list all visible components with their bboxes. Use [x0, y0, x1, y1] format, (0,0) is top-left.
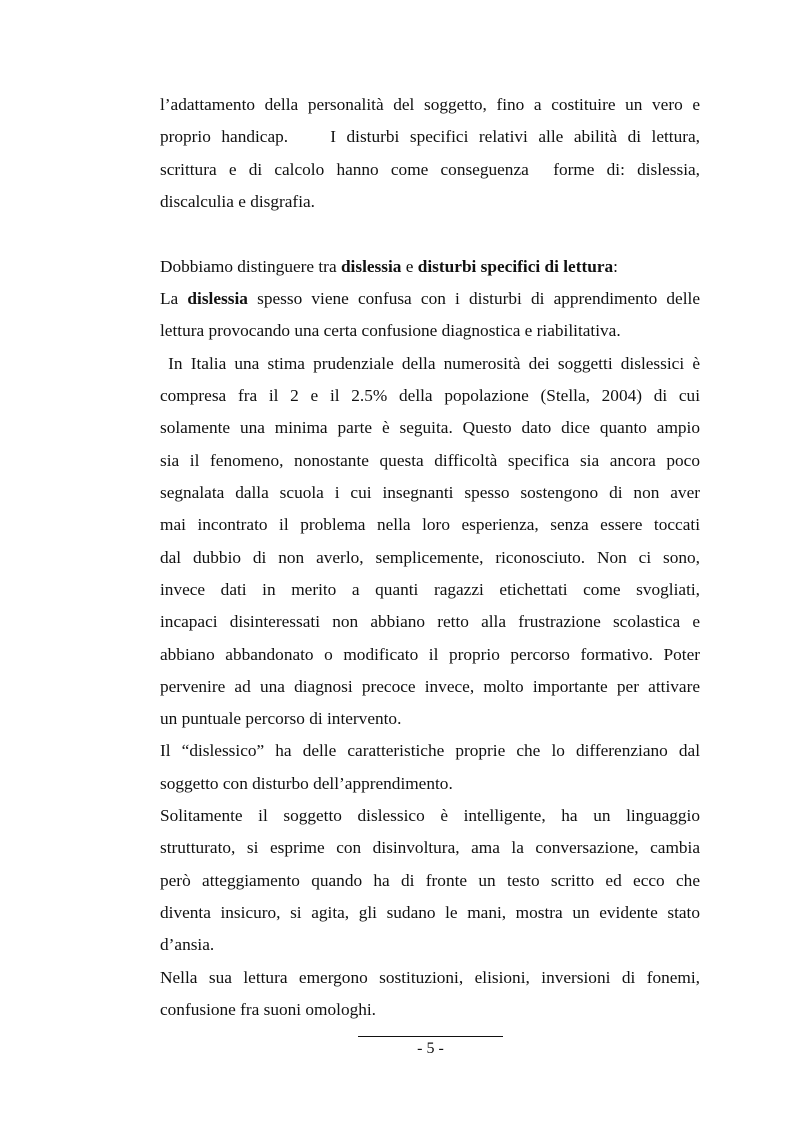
paragraph-4-line: un puntuale percorso di intervento. [160, 709, 402, 728]
page-number: - 5 - [417, 1040, 444, 1057]
paragraph-1-line: discalculia e disgrafia. [160, 192, 315, 211]
paragraph-4-line: pervenire ad una diagnosi precoce invece, molto importante per attivare [160, 677, 700, 696]
paragraph-4-line: solamente una minima parte è seguita. Questo dato dice quanto ampio [160, 418, 700, 437]
paragraph-1-line: l’adattamento della personalità del soggetto, fino a costituire un vero e [160, 95, 700, 114]
term-disturbi-specifici: disturbi specifici di lettura [417, 257, 614, 276]
paragraph-7-line: confusione fra suoni omologhi. [160, 1000, 376, 1019]
footer-divider [358, 1036, 503, 1037]
paragraph-2-middle: e [401, 257, 418, 276]
paragraph-3-rest: spesso viene confusa con i disturbi di apprendimento delle [247, 289, 700, 308]
paragraph-1-line: scrittura e di calcolo hanno come conseguenza forme di: dislessia, [160, 160, 700, 179]
paragraph-6-line: strutturato, si esprime con disinvoltura, ama la conversazione, cambia [160, 838, 700, 857]
paragraph-4-line: segnalata dalla scuola i cui insegnanti spesso sostengono di non aver [160, 483, 700, 502]
paragraph-4-line: sia il fenomeno, nonostante questa difficoltà specifica sia ancora poco [160, 451, 700, 470]
paragraph-6-line: Solitamente il soggetto dislessico è intelligente, ha un linguaggio [160, 806, 700, 825]
paragraph-2 [160, 255, 700, 279]
paragraph-4-line: compresa fra il 2 e il 2.5% della popolazione (Stella, 2004) di cui [160, 386, 700, 405]
term-dislessia: dislessia [187, 289, 248, 308]
paragraph-2-prefix: Dobbiamo distinguere tra [160, 257, 341, 276]
paragraph-5-line: soggetto con disturbo dell’apprendimento. [160, 774, 453, 793]
paragraph-4-line: invece dati in merito a quanti ragazzi etichettati come svogliati, [160, 580, 700, 599]
paragraph-1-line: proprio handicap. I disturbi specifici relativi alle abilità di lettura, [160, 127, 700, 146]
paragraph-4-line: In Italia una stima prudenziale della numerosità dei soggetti dislessici è [160, 354, 700, 373]
paragraph-2-suffix: : [613, 257, 618, 276]
paragraph-5-line: Il “dislessico” ha delle caratteristiche proprie che lo differenziano dal [160, 741, 700, 760]
paragraph-4-line: abbiano abbandonato o modificato il proprio percorso formativo. Poter [160, 645, 700, 664]
paragraph-4-line: dal dubbio di non averlo, semplicemente, riconosciuto. Non ci sono, [160, 548, 700, 567]
paragraph-6-line: d’ansia. [160, 935, 215, 954]
paragraph-3-line [160, 287, 700, 311]
term-dislessia: dislessia [340, 257, 402, 276]
paragraph-3-prefix: La [160, 289, 188, 308]
paragraph-6-line: diventa insicuro, si agita, gli sudano le mani, mostra un evidente stato [160, 903, 700, 922]
paragraph-3-line: lettura provocando una certa confusione diagnostica e riabilitativa. [160, 321, 621, 340]
paragraph-4-line: mai incontrato il problema nella loro esperienza, senza essere toccati [160, 515, 700, 534]
paragraph-4-line: incapaci disinteressati non abbiano retto alla frustrazione scolastica e [160, 612, 700, 631]
paragraph-6-line: però atteggiamento quando ha di fronte un testo scritto ed ecco che [160, 871, 700, 890]
paragraph-7-line: Nella sua lettura emergono sostituzioni, elisioni, inversioni di fonemi, [160, 968, 700, 987]
